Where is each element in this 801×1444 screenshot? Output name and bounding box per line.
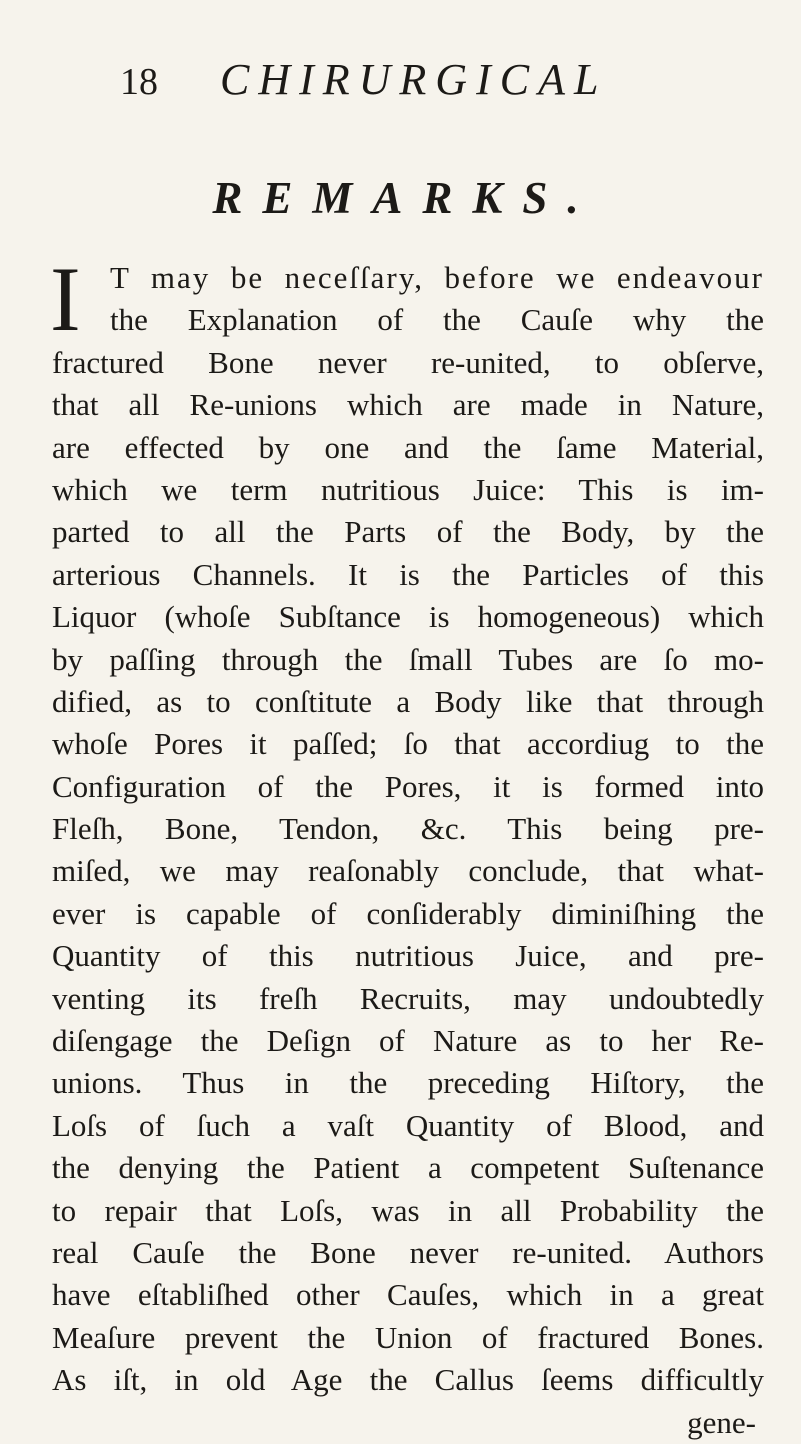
text-line: have eſtabliſhed other Cauſes, which in a great — [52, 1277, 764, 1313]
text-line: to repair that Loſs, was in all Probability the — [52, 1192, 764, 1228]
text-line: Loſs of ſuch a vaſt Quantity of Blood, and — [52, 1107, 764, 1143]
text-line: Meaſure prevent the Union of fractured Bones. — [52, 1319, 764, 1355]
catchword: gene- — [687, 1404, 756, 1440]
text-line: fractured Bone never re-united, to obſerve, — [52, 344, 764, 380]
page-number: 18 — [120, 61, 158, 103]
text-line: T may be neceſſary, before we endeavour — [110, 260, 764, 295]
text-line: by paſſing through the ſmall Tubes are ſo mo- — [52, 641, 764, 677]
drop-cap: I — [50, 248, 81, 350]
text-line: whoſe Pores it paſſed; ſo that accordiug to the — [52, 726, 764, 762]
text-line: real Cauſe the Bone never re-united. Authors — [52, 1234, 764, 1270]
text-line: diſengage the Deſign of Nature as to her Re- — [52, 1023, 764, 1059]
text-line: parted to all the Parts of the Body, by the — [52, 514, 764, 550]
text-line: As iſt, in old Age the Callus ſeems difficultly — [52, 1362, 764, 1398]
text-line: Liquor (whoſe Subſtance is homogeneous) which — [52, 599, 764, 635]
running-head — [120, 52, 760, 110]
text-line: ever is capable of conſiderably diminiſhing the — [52, 895, 764, 931]
body-text — [50, 248, 764, 1444]
section-heading: REMARKS. — [212, 173, 599, 223]
text-line: Quantity of this nutritious Juice, and pre- — [52, 938, 764, 974]
text-line: arterious Channels. It is the Particles of this — [52, 556, 764, 592]
text-line: that all Re-unions which are made in Nature, — [52, 387, 764, 423]
running-title: CHIRURGICAL — [220, 55, 608, 104]
text-line: unions. Thus in the preceding Hiſtory, the — [52, 1065, 764, 1101]
text-line: miſed, we may reaſonably conclude, that what- — [52, 853, 764, 889]
text-line: which we term nutritious Juice: This is im- — [52, 471, 764, 507]
text-line: Fleſh, Bone, Tendon, &c. This being pre- — [52, 811, 764, 847]
text-line: venting its freſh Recruits, may undoubtedly — [52, 980, 764, 1016]
text-line: Configuration of the Pores, it is formed into — [52, 768, 764, 804]
text-line: are effected by one and the ſame Material, — [52, 429, 764, 465]
text-line: the denying the Patient a competent Suſtenance — [52, 1150, 764, 1186]
text-line: the Explanation of the Cauſe why the — [110, 302, 764, 338]
text-line: dified, as to conſtitute a Body like that through — [52, 683, 764, 719]
